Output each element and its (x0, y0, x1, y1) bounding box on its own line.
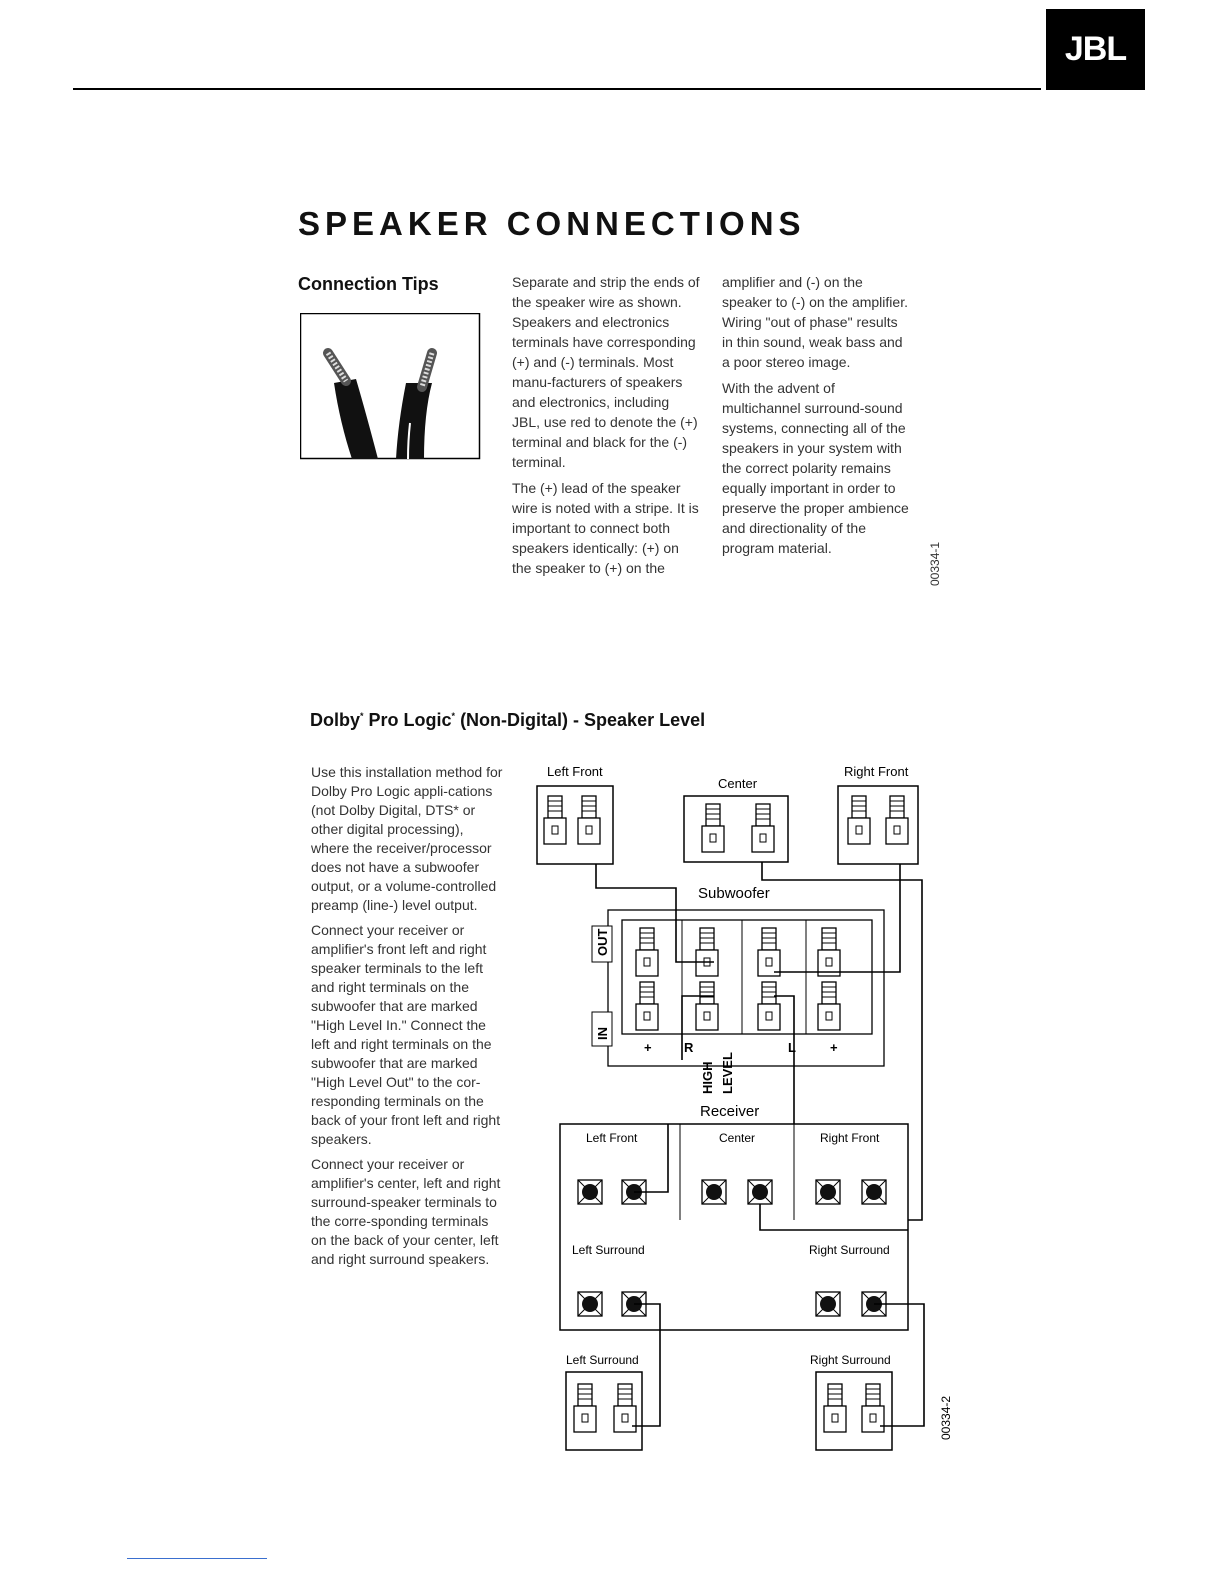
level-label: LEVEL (720, 1052, 735, 1094)
r-label: R (684, 1040, 694, 1055)
subwoofer-label: Subwoofer (698, 885, 770, 902)
dolby-instructions (311, 763, 503, 1275)
dolby-heading (310, 710, 705, 731)
dolby-heading-part: Pro Logic (363, 710, 452, 730)
dolby-sup: * (360, 711, 364, 721)
dolby-sup: * (451, 711, 456, 721)
wire-illustration (300, 313, 481, 460)
dolby-heading-part: Dolby (310, 710, 361, 730)
tips-paragraph: amplifier and (-) on the speaker to (-) on the amplifier. Wiring "out of phase" results in thin sound, weak bass and a poor stereo image. (722, 274, 908, 370)
rx-center-label: Center (719, 1131, 756, 1145)
out-label: OUT (595, 928, 610, 956)
diagram-figure-id: 00334-2 (939, 1395, 953, 1440)
in-label: IN (595, 1027, 610, 1040)
rx-right-front-label: Right Front (820, 1131, 880, 1145)
rx-right-surround-label: Right Surround (809, 1243, 890, 1257)
tips-column-2 (722, 272, 912, 564)
top-left-label: Left Front (547, 764, 603, 779)
dolby-paragraph: Use this installation method for Dolby Pro Logic appli-cations (not Dolby Digital, DTS* or other digital processing), where the receiver/processor does not have a subwoofer output, or a volume-controlled preamp (line-) level output. (311, 764, 503, 913)
rx-left-front-label: Left Front (586, 1131, 638, 1145)
tips-column-1 (512, 272, 700, 584)
sub-plus-label: + (830, 1040, 838, 1055)
dolby-heading-part: (Non-Digital) - Speaker Level (455, 710, 706, 730)
tips-paragraph: The (+) lead of the speaker wire is noted with a stripe. It is important to connect both speakers identically: (+) on the speaker to (+) on the (512, 480, 699, 576)
dolby-paragraph: Connect your receiver or amplifier's center, left and right surround-speaker terminals to the corre-sponding terminals on the back of your center, left and right surround speakers. (311, 1156, 501, 1267)
wiring-diagram (520, 760, 970, 1460)
l-label: L (788, 1040, 796, 1055)
bottom-right-label: Right Surround (810, 1353, 891, 1367)
top-right-label: Right Front (844, 764, 909, 779)
header-rule (73, 88, 1041, 90)
connection-tips-heading: Connection Tips (298, 274, 439, 294)
bottom-left-label: Left Surround (566, 1353, 639, 1367)
sub-plus-label: + (644, 1040, 652, 1055)
rx-left-surround-label: Left Surround (572, 1243, 645, 1257)
footer-rule (127, 1558, 267, 1559)
jbl-logo: JBL (1046, 9, 1145, 90)
page-title: SPEAKER CONNECTIONS (298, 205, 806, 242)
dolby-paragraph: Connect your receiver or amplifier's front left and right speaker terminals to the left and right terminals on the subwoofer that are marked "High Level In." Connect the left and right terminals on the subwoofer that are marked "High Level Out" to the cor-responding terminals on the back of your front left and right speakers. (311, 922, 501, 1147)
tips-paragraph: With the advent of multichannel surround-sound systems, connecting all of the speakers in your system with the correct polarity remains equally important in order to preserve the proper ambience and directionality of the program material. (722, 380, 909, 556)
tips-paragraph: Separate and strip the ends of the speaker wire as shown. Speakers and electronics terminals have corresponding (+) and (-) terminals. Most manu-facturers of speakers and electronics, including JBL, use red to denote the (+) terminal and black for the (-) terminal. (512, 274, 700, 470)
receiver-label: Receiver (700, 1103, 760, 1120)
top-center-label: Center (718, 776, 758, 791)
receiver-panel (560, 1124, 908, 1330)
high-label: HIGH (700, 1061, 715, 1094)
figure-id: 00334-1 (928, 541, 942, 586)
